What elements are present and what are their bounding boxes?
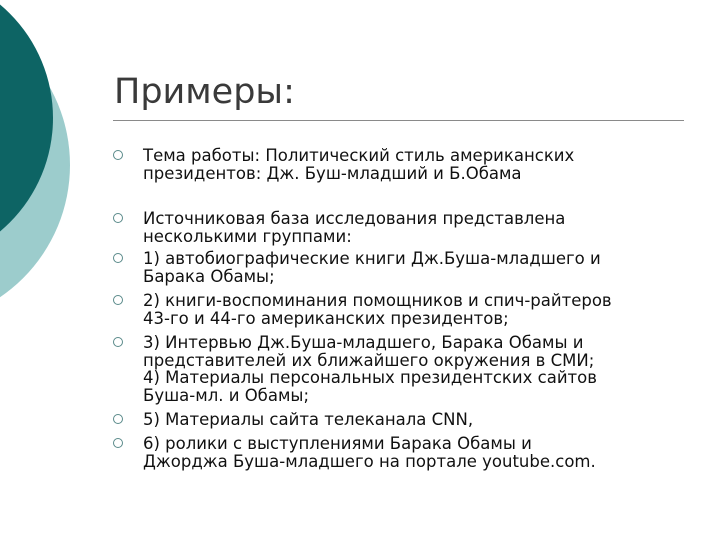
bullet-text: Источниковая база исследования представлена несколькими группами: — [143, 209, 566, 246]
circle-bullet-icon — [113, 213, 123, 223]
circle-bullet-icon — [113, 337, 123, 347]
bullet-text: 6) ролики с выступлениями Барака Обамы и Джорджа Буша-младшего на портале youtube.com. — [143, 434, 596, 471]
slide-title: Примеры: — [114, 72, 295, 112]
circle-bullet-icon — [113, 438, 123, 448]
bullet-text: 1) автобиографические книги Дж.Буша-младшего и Барака Обамы; — [143, 249, 601, 286]
title-divider — [113, 120, 684, 121]
bullet-text: Тема работы: Политический стиль американских президентов: Дж. Буш-младший и Б.Обама — [143, 146, 575, 183]
circle-bullet-icon — [113, 414, 123, 424]
circle-bullet-icon — [113, 150, 123, 160]
bullet-text: 2) книги-воспоминания помощников и спич-райтеров 43-го и 44-го американских президентов; — [143, 291, 612, 328]
circle-bullet-icon — [113, 253, 123, 263]
bullet-text: 3) Интервью Дж.Буша-младшего, Барака Обамы и представителей их ближайшего окружения в СМИ; 4) Материалы персональных президентских сайтов Буша-мл. и Обамы; — [143, 333, 597, 405]
circle-bullet-icon — [113, 295, 123, 305]
bullet-text: 5) Материалы сайта телеканала CNN, — [143, 410, 474, 429]
